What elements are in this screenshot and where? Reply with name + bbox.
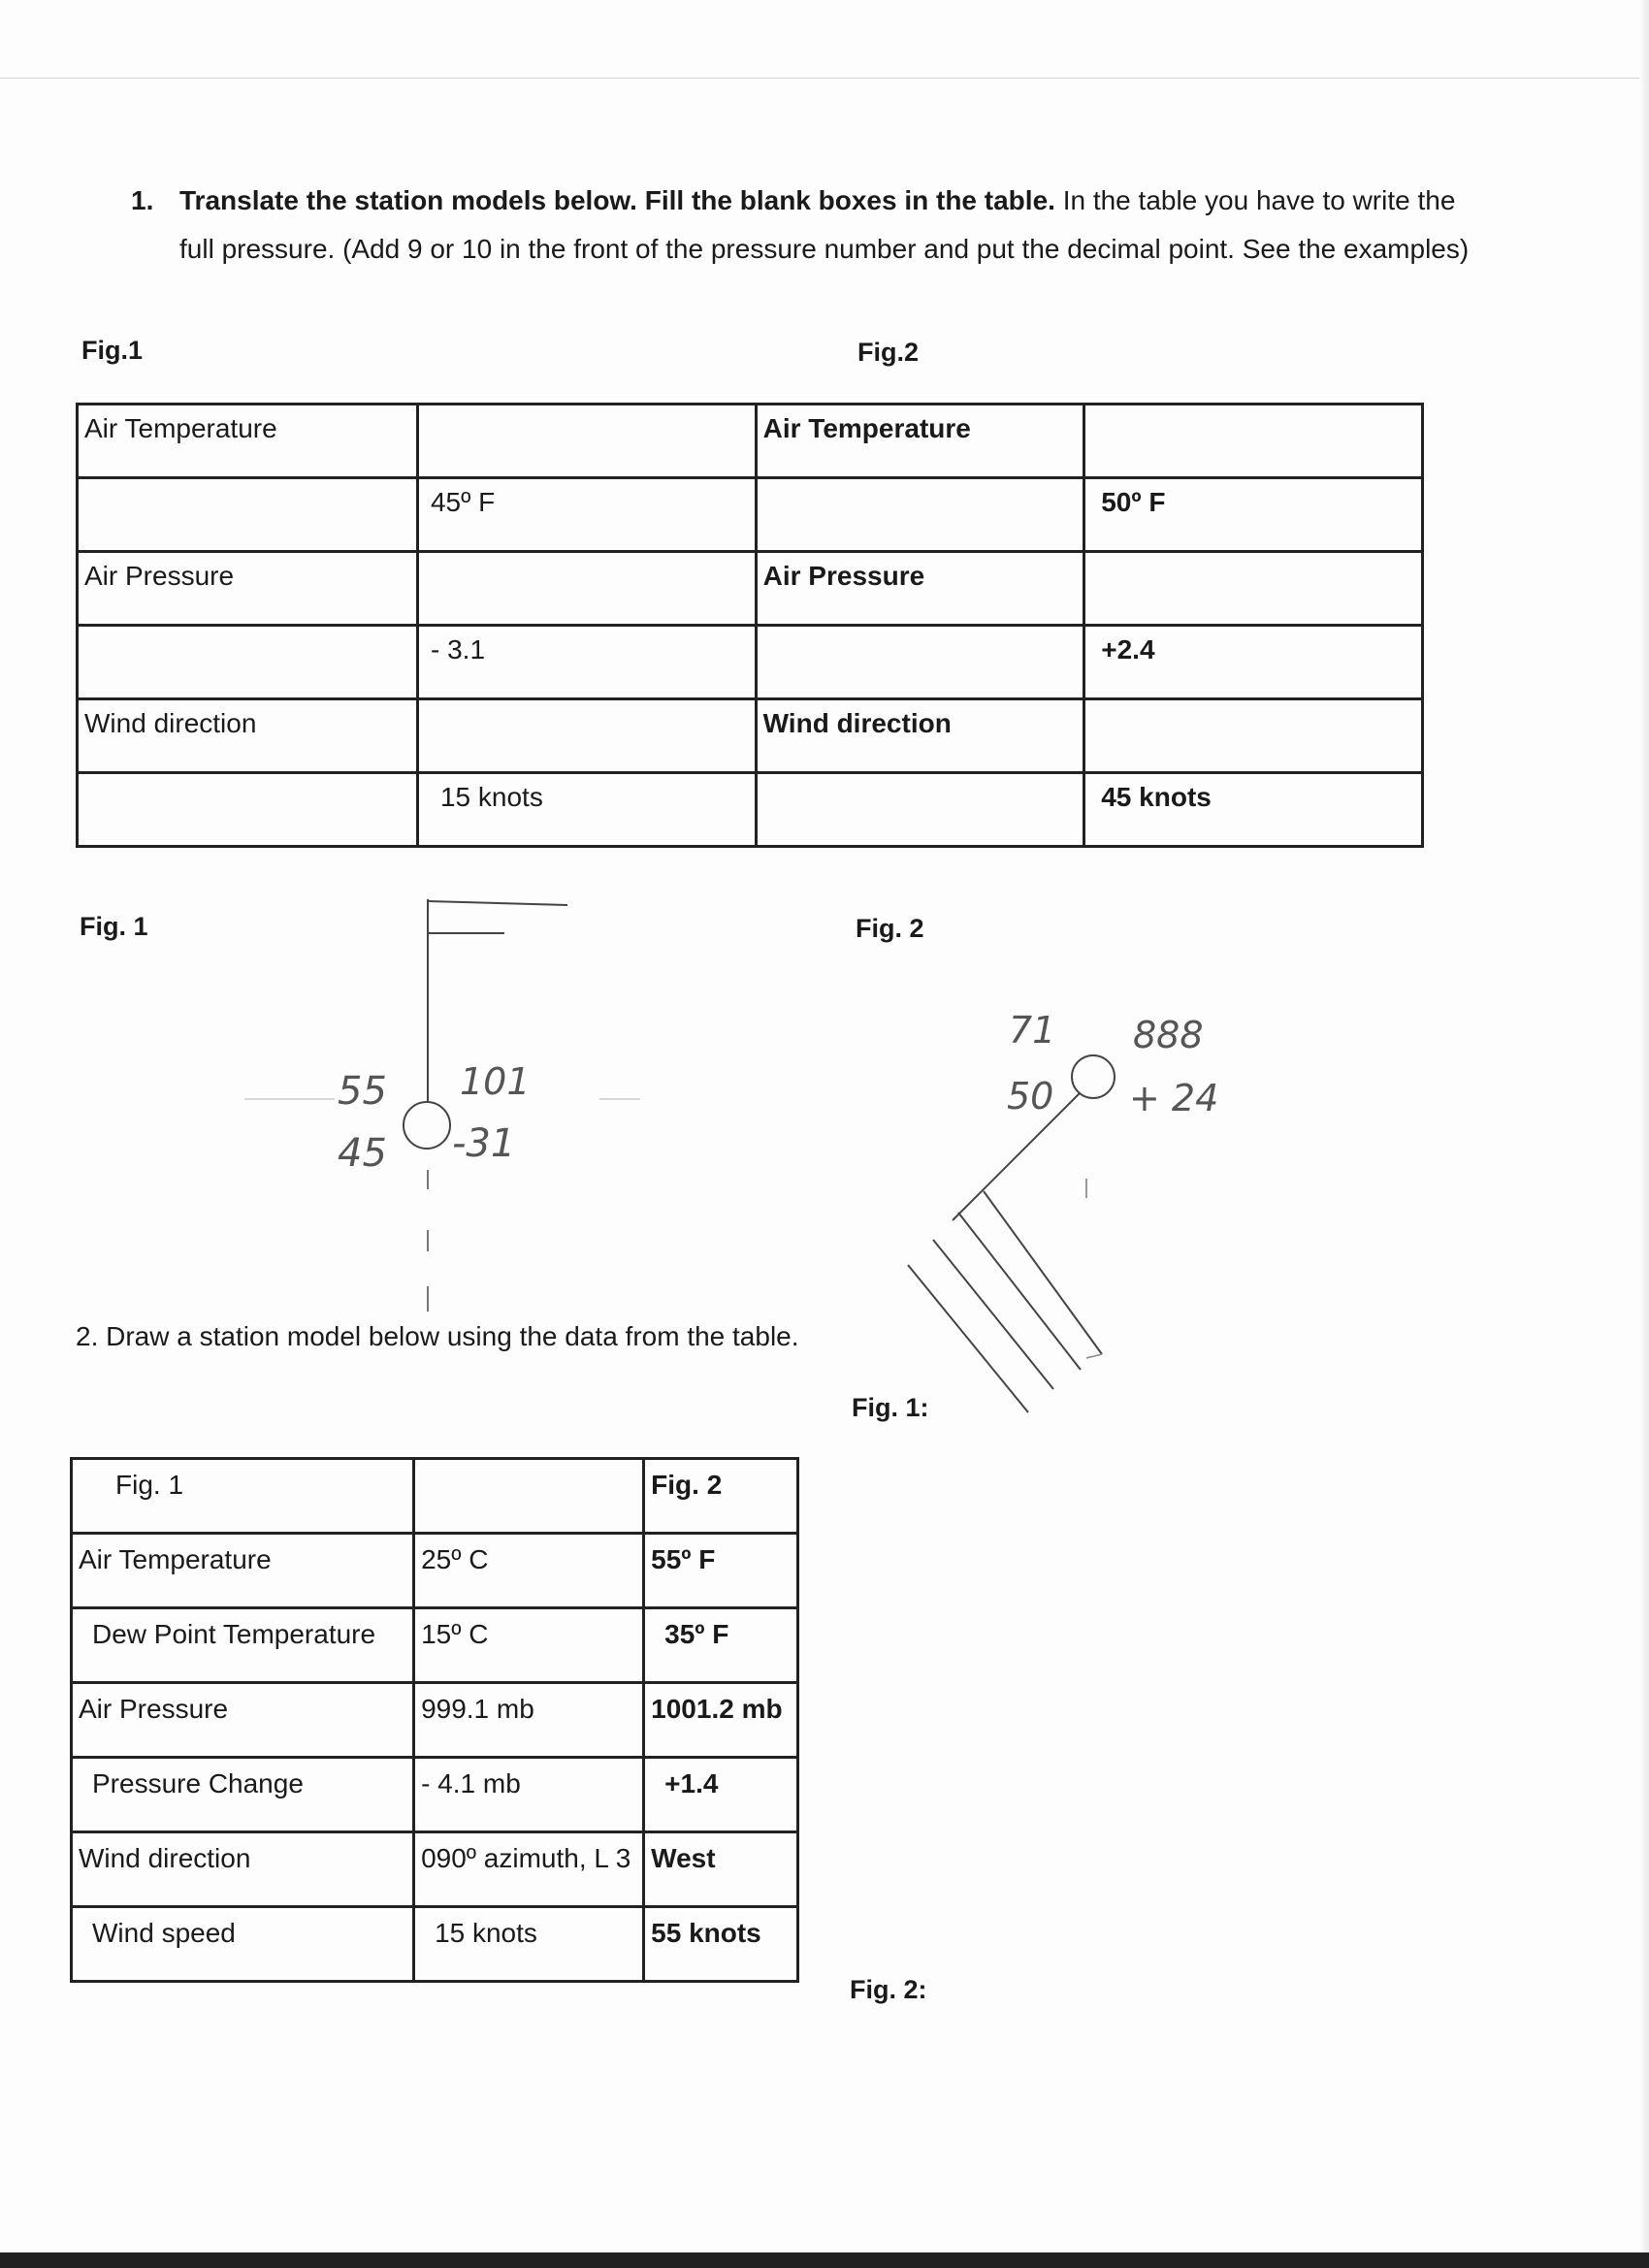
table-cell: Air Temperature: [756, 405, 1084, 478]
table-cell: 55º F: [644, 1534, 798, 1608]
question-2-instructions: 2. Draw a station model below using the data from the table.: [76, 1321, 799, 1351]
table-cell: Air Temperature: [78, 405, 418, 478]
table-cell: 35º F: [644, 1608, 798, 1683]
dew-point-value: 45: [338, 1131, 387, 1176]
table-cell: 15 knots: [417, 773, 756, 847]
table-header-row: [72, 1459, 798, 1534]
fig2-answer-label: Fig. 2:: [850, 1975, 927, 2004]
table-cell: +1.4: [644, 1758, 798, 1832]
table-header-cell: [414, 1459, 644, 1534]
pressure-change-value: -31: [452, 1121, 516, 1166]
table-cell: - 4.1 mb: [414, 1758, 644, 1832]
station-model-1: [244, 899, 640, 1312]
table-cell: Air Pressure: [756, 552, 1084, 626]
table-cell: 15º C: [414, 1608, 644, 1683]
table-cell: Wind speed: [72, 1907, 414, 1982]
table-row: [72, 1907, 798, 1982]
fig1-mid-label: Fig. 1: [80, 912, 148, 941]
table-cell: Wind direction: [72, 1832, 414, 1907]
table-header-cell: Fig. 1: [72, 1459, 414, 1534]
table-cell: 090º azimuth, L 3: [414, 1832, 644, 1907]
table-row: [72, 1683, 798, 1758]
question-number: 1.: [131, 185, 154, 215]
table-header-cell: Fig. 2: [644, 1459, 798, 1534]
table-cell: Wind direction: [78, 699, 418, 773]
table-cell: Air Temperature: [72, 1534, 414, 1608]
table-cell: Air Pressure: [72, 1683, 414, 1758]
table-cell: +2.4: [1084, 626, 1423, 699]
temperature-value: 55: [338, 1069, 387, 1114]
instructions-bold: Translate the station models below. Fill the blank boxes in the table.: [179, 185, 1055, 215]
table-cell: 999.1 mb: [414, 1683, 644, 1758]
pressure-value: 101: [460, 1060, 531, 1103]
fig1-answer-label: Fig. 1:: [852, 1393, 929, 1422]
data-table: [70, 1457, 799, 1983]
station-model-2: [908, 1009, 1218, 1412]
table-cell: Dew Point Temperature: [72, 1608, 414, 1683]
temperature-value: 71: [1009, 1009, 1056, 1052]
table-row: [72, 1534, 798, 1608]
table-cell: Air Pressure: [78, 552, 418, 626]
table-cell: 45º F: [417, 478, 756, 552]
pressure-value: 888: [1133, 1014, 1204, 1056]
table-cell: Wind direction: [756, 699, 1084, 773]
table-cell: - 3.1: [417, 626, 756, 699]
fig1-top-label: Fig.1: [81, 336, 144, 365]
table-row: [72, 1832, 798, 1907]
wind-barb: [984, 1191, 1102, 1354]
table-cell: 25º C: [414, 1534, 644, 1608]
wind-barb-full: [428, 901, 567, 905]
station-circle: [404, 1102, 450, 1149]
table-row: [72, 1758, 798, 1832]
table-cell: 55 knots: [644, 1907, 798, 1982]
table-cell: 15 knots: [414, 1907, 644, 1982]
fig2-top-label: Fig.2: [857, 338, 920, 367]
table-cell: 50º F: [1084, 478, 1423, 552]
table-cell: Pressure Change: [72, 1758, 414, 1832]
table-cell: 1001.2 mb: [644, 1683, 798, 1758]
wind-barb: [908, 1265, 1028, 1412]
table-cell: West: [644, 1832, 798, 1907]
station-circle: [1072, 1055, 1115, 1098]
fig2-mid-label: Fig. 2: [856, 914, 924, 943]
table-row: [72, 1608, 798, 1683]
pressure-change-value: + 24: [1129, 1077, 1219, 1119]
dew-point-value: 50: [1007, 1075, 1054, 1118]
faint-stroke: [1086, 1354, 1102, 1358]
table-cell: 45 knots: [1084, 773, 1423, 847]
instructions-text: In the table you have to write the full pressure. (Add 9 or 10 in the front of the pressure number and put the decimal point. See the examples): [179, 185, 1470, 264]
